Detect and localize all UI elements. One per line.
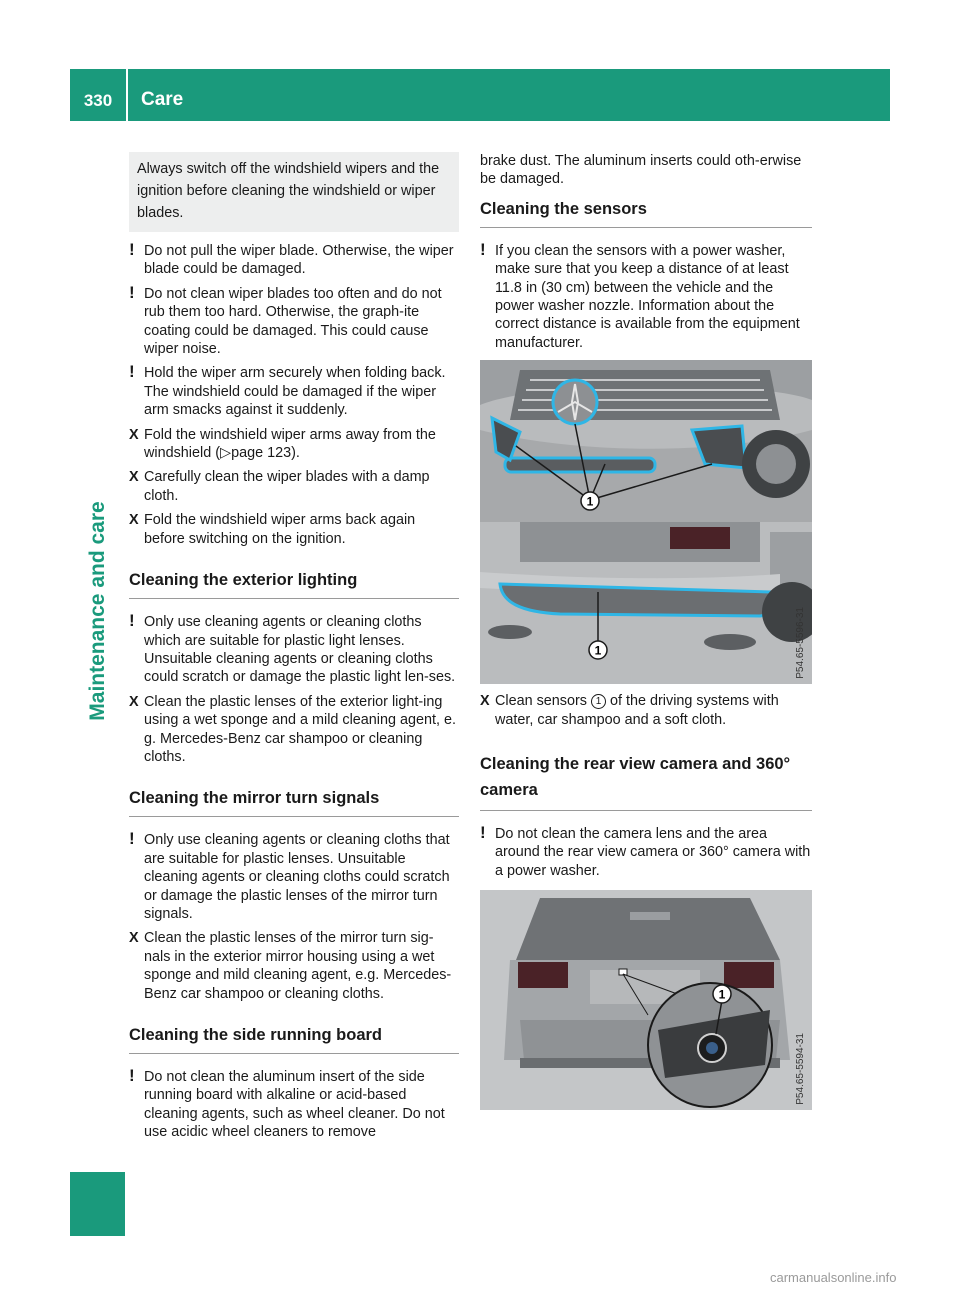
heading-side-running-board: Cleaning the side running board <box>129 1025 459 1054</box>
warning-item: ! Do not pull the wiper blade. Otherwise, the wiper blade could be damaged. <box>129 240 454 278</box>
instruction-icon: X <box>480 693 490 710</box>
instruction-item: X Clean sensors 1 of the driving systems with water, car shampoo and a soft cloth. <box>480 693 779 728</box>
heading-sensors: Cleaning the sensors <box>480 199 812 228</box>
header-divider <box>126 69 128 121</box>
figure-code: P54.65-5594-31 <box>794 1032 806 1105</box>
warning-icon: ! <box>129 282 135 302</box>
warning-item: ! If you clean the sensors with a power washer, make sure that you keep a distance of at least 11.8 in (30 cm) between the vehicle and the power washer nozzle. Information about the correct distance is available from the equipment manufacturer. <box>480 239 800 351</box>
figure-callout-number: 1 <box>718 987 726 1002</box>
page-number: 330 <box>83 91 113 110</box>
section-title: Care <box>141 89 184 110</box>
right-column <box>480 152 812 1118</box>
page-ref-arrow-icon: ▷ <box>220 445 232 462</box>
front-sensors-figure <box>480 360 812 522</box>
figure-callout-number: 1 <box>594 643 602 658</box>
warning-item: ! Do not clean wiper blades too often and do not rub them too hard. Otherwise, the graph-ite coating could be damaged. This could cause wiper noise. <box>129 282 442 358</box>
header-bar <box>70 69 890 121</box>
rear-sensors-figure <box>480 522 812 684</box>
figure-code: P54.65-5596-31 <box>794 606 806 679</box>
warning-item: ! Do not clean the camera lens and the area around the rear view camera or 360° camera with a power washer. <box>480 823 811 879</box>
warning-icon: ! <box>129 1066 135 1085</box>
warning-icon: ! <box>480 239 486 259</box>
heading-exterior-lighting: Cleaning the exterior lighting <box>129 570 459 599</box>
warning-icon: ! <box>129 240 135 259</box>
warning-icon: ! <box>129 829 135 849</box>
page-reference-link[interactable]: page 123 <box>231 445 292 462</box>
watermark: carmanualsonline.info <box>770 1270 897 1285</box>
instruction-item: X Fold the windshield wiper arms away from the windshield (▷page 123). <box>129 426 436 462</box>
instruction-item: X Fold the windshield wiper arms back again before switching on the ignition. <box>129 512 416 547</box>
instruction-icon: X <box>129 426 139 443</box>
continued-text: brake dust. The aluminum inserts could oth-erwise be damaged. <box>480 153 802 188</box>
figure-callout-number: 1 <box>586 494 594 509</box>
heading-mirror-turn-signals: Cleaning the mirror turn signals <box>129 788 459 817</box>
warning-item: ! Do not clean the aluminum insert of the side running board with alkaline or acid-based cleaning agents, such as wheel cleaner. Do not use acidic wheel cleaners to remove <box>129 1066 445 1141</box>
instruction-icon: X <box>129 930 139 947</box>
warning-item: ! Hold the wiper arm securely when folding back. The windshield could be damaged if the wiper arm smacks against it suddenly. <box>129 362 446 419</box>
warning-icon: ! <box>129 362 135 382</box>
callout-number-icon: 1 <box>591 694 606 709</box>
warning-icon: ! <box>129 611 135 631</box>
instruction-icon: X <box>129 512 139 529</box>
instruction-icon: X <box>129 469 139 486</box>
instruction-icon: X <box>129 693 139 710</box>
left-column <box>129 152 459 1148</box>
instruction-item: X Clean the plastic lenses of the mirror turn sig-nals in the exterior mirror housing using a wet sponge and mild cleaning agent, e.g. Mercedes-Benz car shampoo or cleaning cloths. <box>129 930 452 1002</box>
instruction-item: X Carefully clean the wiper blades with a damp cloth. <box>129 469 430 504</box>
side-tab-block <box>70 1172 125 1236</box>
side-tab-label: Maintenance and care <box>86 501 109 721</box>
warning-item: ! Only use cleaning agents or cleaning cloths that are suitable for plastic lenses. Unsuitable cleaning agents or cleaning cloths could scratch or damage the plastic lenses of the mirror turn signals. <box>129 829 450 922</box>
heading-camera: Cleaning the rear view camera and 360° camera <box>480 751 812 811</box>
camera-figure <box>480 890 812 1110</box>
warning-item: ! Only use cleaning agents or cleaning cloths which are suitable for plastic light lenses. Unsuitable cleaning agents or cleaning cloths could scratch or damage the plastic light len-ses. <box>129 611 456 686</box>
instruction-item: X Clean the plastic lenses of the exterior light-ing using a wet sponge and a mild cleaning agent, e. g. Mercedes-Benz car shampoo or cleaning cloths. <box>129 693 457 765</box>
side-tab <box>70 121 125 1236</box>
info-callout: Always switch off the windshield wipers and the ignition before cleaning the windshield or wiper blades. <box>129 152 459 232</box>
warning-icon: ! <box>480 823 486 843</box>
